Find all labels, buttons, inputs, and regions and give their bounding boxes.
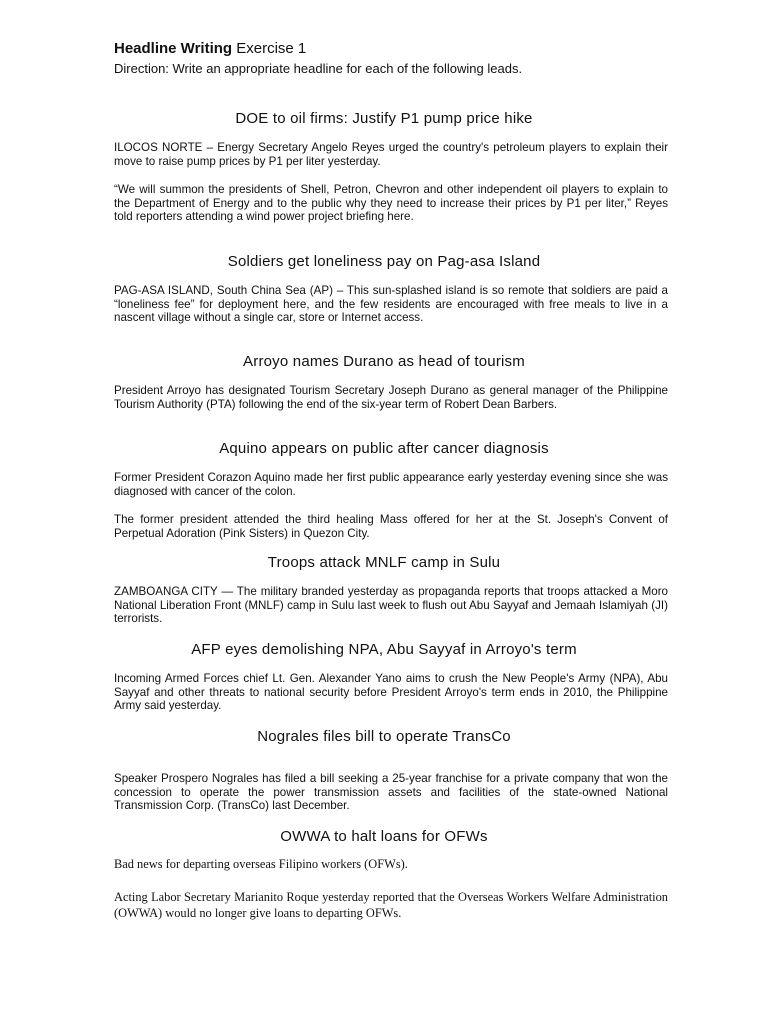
lead-6-paragraph-1: Incoming Armed Forces chief Lt. Gen. Alexander Yano aims to crush the New People's Army (NPA), Abu Sayyaf and other threats to national security before President Arroyo's term ends in 2010, the Philippine Army said yesterday.: [114, 672, 668, 713]
headline-2: Soldiers get loneliness pay on Pag-asa Island: [227, 253, 541, 270]
lead-3-paragraph-1: President Arroyo has designated Tourism Secretary Joseph Durano as general manager of the Philippine Tourism Authority (PTA) following the end of the six-year term of Robert Dean Barbers.: [114, 384, 668, 411]
lead-8-paragraph-1: Bad news for departing overseas Filipino workers (OFWs).: [114, 857, 408, 871]
exercise-title: [114, 40, 306, 57]
lead-1-paragraph-1: ILOCOS NORTE – Energy Secretary Angelo Reyes urged the country's petroleum players to explain their move to raise pump prices by P1 per liter yesterday.: [114, 141, 668, 168]
lead-8-paragraph-2: Acting Labor Secretary Marianito Roque yesterday reported that the Overseas Workers Welfare Administration (OWWA) would no longer give loans to departing OFWs.: [114, 890, 668, 920]
headline-3: Arroyo names Durano as head of tourism: [243, 353, 525, 370]
lead-7-paragraph-1: Speaker Prospero Nograles has filed a bill seeking a 25-year franchise for a private company that won the concession to operate the power transmission assets and facilities of the state-owned National Transmission Corp. (TransCo) last December.: [114, 772, 668, 813]
lead-1-paragraph-2: “We will summon the presidents of Shell, Petron, Chevron and other independent oil players to explain to the Department of Energy and to the public why they need to increase their prices by P1 per liter,” Reyes told reporters attending a wind power project briefing here.: [114, 183, 668, 224]
headline-4: Aquino appears on public after cancer diagnosis: [219, 440, 549, 457]
lead-5-paragraph-1: ZAMBOANGA CITY — The military branded yesterday as propaganda reports that troops attacked a Moro National Liberation Front (MNLF) camp in Sulu last week to flush out Abu Sayyaf and Jemaah Islamiyah (JI) terrorists.: [114, 585, 668, 626]
headline-1: DOE to oil firms: Justify P1 pump price hike: [235, 110, 533, 127]
lead-2-paragraph-1: PAG-ASA ISLAND, South China Sea (AP) – This sun-splashed island is so remote that soldiers are paid a “loneliness fee” for deployment here, and the few residents are encouraged with free meals to live in a nascent village without a single car, store or Internet access.: [114, 284, 668, 325]
headline-6: AFP eyes demolishing NPA, Abu Sayyaf in Arroyo's term: [191, 641, 577, 658]
exercise-direction: Direction: Write an appropriate headline for each of the following leads.: [114, 61, 523, 76]
lead-4-paragraph-2: The former president attended the third healing Mass offered for her at the St. Joseph's Convent of Perpetual Adoration (Pink Sisters) in Quezon City.: [114, 513, 668, 540]
headline-7: Nograles files bill to operate TransCo: [257, 728, 511, 745]
headline-5: Troops attack MNLF camp in Sulu: [267, 554, 501, 571]
headline-8: OWWA to halt loans for OFWs: [280, 828, 488, 845]
exercise-title-bold: Headline Writing: [114, 40, 233, 57]
exercise-title-rest: Exercise 1: [232, 40, 307, 57]
lead-4-paragraph-1: Former President Corazon Aquino made her first public appearance early yesterday evening since she was diagnosed with cancer of the colon.: [114, 471, 668, 498]
